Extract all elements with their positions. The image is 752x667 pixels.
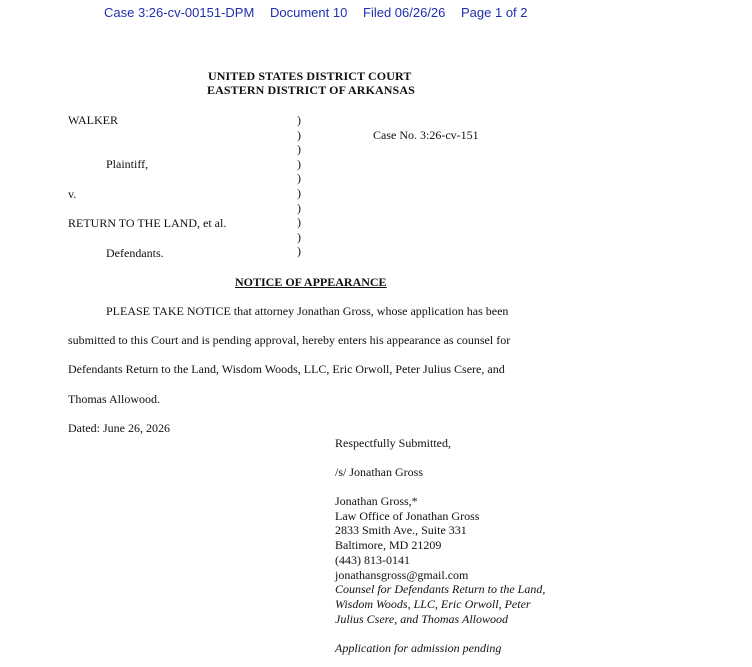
notice-line-3: Defendants Return to the Land, Wisdom Woods, LLC, Eric Orwoll, Peter Julius Csere, and (68, 362, 505, 376)
closing-text: Respectfully Submitted, (335, 436, 451, 450)
paren: ) (297, 244, 301, 259)
plaintiff-label: Plaintiff, (106, 157, 149, 171)
electronic-signature: /s/ Jonathan Gross (335, 465, 423, 479)
counsel-line-1: Counsel for Defendants Return to the Land, (335, 582, 546, 597)
notice-line-2: submitted to this Court and is pending approval, hereby enters his appearance as counsel for (68, 333, 511, 347)
paren: ) (297, 156, 301, 171)
filed-stamp: Filed 06/26/26 (363, 5, 446, 20)
email-address: jonathansgross@gmail.com (335, 567, 469, 582)
address-line-2: Baltimore, MD 21209 (335, 538, 442, 553)
paren: ) (297, 200, 301, 215)
notice-title: NOTICE OF APPEARANCE (235, 275, 387, 289)
paren: ) (297, 229, 301, 244)
case-number: Case No. 3:26-cv-151 (373, 128, 479, 142)
admission-footnote: Application for admission pending (335, 641, 502, 655)
caption-parentheses (297, 113, 301, 259)
defendant-label: Defendants. (106, 246, 164, 260)
plaintiff-name: WALKER (68, 113, 118, 127)
paren: ) (297, 171, 301, 186)
notice-line-4: Thomas Allowood. (68, 392, 160, 406)
address-line-1: 2833 Smith Ave., Suite 331 (335, 523, 467, 538)
case-stamp: Case 3:26-cv-00151-DPM (104, 5, 255, 20)
document-stamp: Document 10 (270, 5, 348, 20)
page-stamp: Page 1 of 2 (461, 5, 528, 20)
law-firm: Law Office of Jonathan Gross (335, 508, 480, 523)
paren: ) (297, 113, 301, 127)
court-name: UNITED STATES DISTRICT COURT (208, 69, 412, 83)
defendant-name: RETURN TO THE LAND, et al. (68, 216, 227, 230)
notice-line-1: PLEASE TAKE NOTICE that attorney Jonathan Gross, whose application has been (106, 304, 509, 318)
court-district: EASTERN DISTRICT OF ARKANSAS (207, 83, 415, 97)
counsel-line-3: Julius Csere, and Thomas Allowood (335, 611, 509, 626)
paren: ) (297, 215, 301, 230)
paren: ) (297, 185, 301, 200)
dated-line: Dated: June 26, 2026 (68, 421, 170, 435)
attorney-contact-block (335, 494, 545, 626)
paren: ) (297, 142, 301, 157)
paren: ) (297, 127, 301, 142)
versus-text: v. (68, 187, 77, 201)
attorney-name: Jonathan Gross,* (335, 494, 418, 508)
phone-number: (443) 813-0141 (335, 552, 410, 567)
counsel-line-2: Wisdom Woods, LLC, Eric Orwoll, Peter (335, 596, 531, 611)
